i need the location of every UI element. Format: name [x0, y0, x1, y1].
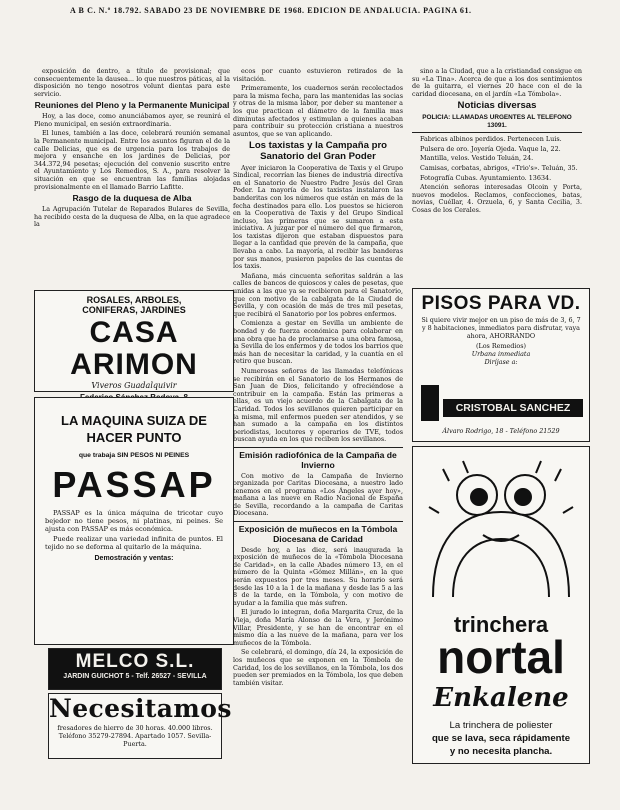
paragraph: Primeramente, los cuadernos serán recolectados para la misma fecha, para las mantenidas las socias y otras de la misma labor, por deber su mantener a los que practican el diámetro de la familia mas diminutas afectados y estimulan a quienes acaban para contribuir su protección cristiana a nuestros asuntos, que se van aplicando.	[233, 84, 403, 138]
headline-emision: Emisión radiofónica de la Campaña de Invierno	[239, 449, 397, 470]
page-header: A B C. N.º 18.792. SABADO 23 DE NOVIEMBRE DE 1968. EDICION DE ANDALUCIA. PAGINA 61.	[70, 6, 472, 15]
ad-label: Urbana inmediata	[471, 350, 531, 359]
divider	[412, 132, 582, 133]
ad-line: ROSALES, ARBOLES,	[86, 295, 182, 305]
ad-arimon	[34, 290, 234, 392]
ad-tagline: y no necesita plancha.	[449, 746, 553, 757]
ad-address: JARDIN GUICHOT 5 - Telf. 26527 - SEVILLA	[63, 673, 207, 680]
list-item: Mantilla, velos. Vestido Teluán, 24.	[420, 154, 534, 163]
headline-duquesa: Rasgo de la duquesa de Alba	[72, 193, 192, 204]
ad-title: LA MAQUINA SUIZA DE HACER PUNTO	[61, 413, 207, 445]
ad-label: Diríjase a:	[484, 358, 518, 367]
police-notice: POLICIA: LLAMADAS URGENTES AL TELEFONO 13091.	[422, 113, 572, 129]
ad-body	[35, 505, 233, 551]
brand-enkalene: Enkalene	[433, 683, 569, 713]
brand-cristobal: CRISTOBAL SANCHEZ	[443, 399, 583, 417]
paragraph: El lunes, también a las doce, celebrará reunión semanal la Permanente municipal. Entre los asuntos figuran el de la calle Delicias, que es de urgencia para los trabajos de mejora y ensanche en los jardines de Delicias, por 344.372,94 pesetas; ejecución del convenio suscrito entre el Ayuntamiento y Los Remedios, S. A., para resolver la situación en que se encuentran las familias alojadas provisionalmente en el llamado Barrio Lafitte.	[34, 129, 230, 191]
ad-melco	[48, 648, 222, 690]
ad-subtitle: Viveros Guadalquivir	[91, 381, 177, 390]
ad-necesitamos	[48, 693, 232, 759]
headline-noticias: Noticias diversas	[457, 100, 537, 112]
list-item: Atención señoras interesadas Olcoin y Porta, nuevos modelos. Reclamos, confecciones, batas, novias, Cuéllar, 4. Orzuela, 6, y Santa Cecilia, 3. Cosas de los Cerales.	[412, 183, 582, 214]
divider	[233, 447, 403, 448]
ad-nortal	[412, 446, 590, 764]
ad-address: Álvaro Rodrigo, 18 - Teléfono 21529	[442, 427, 560, 435]
paragraph: Puede realizar una variedad infinita de puntos. El tejido no se deforma al quitarlo de la máquina.	[45, 535, 223, 551]
paragraph: El jurado lo integran, doña Margarita Cruz, de la Vieja, doña María Alonso de la Vera, y Jerónimo Villar, Presidente, y se han de encontrar en el mismo día a las nueve de la mañana, para ver los muñecos de la Tómbola.	[233, 608, 403, 647]
brand-melco: MELCO S.L.	[75, 651, 195, 672]
paragraph: sino a la Ciudad, que a la cristiandad consigue en su «La Tina». Acerca de que a los dos sentimientos de la guitarra, el viernes 20 hace con el de la caridad diocesana, en el jardín «La Tómbola».	[412, 67, 582, 98]
list-item: Fabricas albinos perdidos. Pertenecen Luis.	[420, 135, 562, 144]
paragraph: Con motivo de la Campaña de Invierno organizada por Caritas Diocesana, a nuestro lado tenemos en el programa «Los Ángeles ayer hoy», mañana a las nueve en Radio Nacional de España de Sevilla, recordando a la campaña de Caritas Diocesana.	[233, 471, 403, 518]
column-3	[412, 68, 582, 283]
paragraph: Comienza a gestar en Sevilla un ambiente de bondad y de fuerza económica para colaborar en una obra que ha de proclamarse a una obra famosa, la Sevilla de los enfermos y de todos los barrios que más han de necesitar la caridad, y la cuantía en el retiro que buscan.	[233, 319, 403, 366]
paragraph: PASSAP es la única máquina de tricotar cuyo bejedor no tiene pesos, ni platinas, ni peines. Se ajusta con PASSAP es más económica.	[45, 509, 223, 533]
ad-location: (Los Remedios)	[475, 342, 527, 351]
paragraph: ecos por cuanto estuvieron retirados de la visitación.	[233, 67, 403, 83]
paragraph: La Agrupación Tutelar de Reparados Bulares de Sevilla, ha recibido cesta de la duquesa de Alba, en la que agradece la	[34, 204, 230, 229]
ad-tagline: que trabaja SIN PESOS NI PEINES	[78, 452, 190, 459]
ad-passap	[34, 397, 234, 645]
frog-illustration	[413, 447, 589, 605]
ad-title: PISOS PARA VD.	[421, 293, 581, 314]
ad-demo: Demostración y ventas:	[94, 555, 174, 562]
column-2	[233, 68, 403, 808]
headline-pleno: Reuniones del Pleno y la Permanente Municipal	[34, 100, 230, 111]
headline-taxistas: Los taxistas y la Campaña pro Sanatorio del Gran Poder	[248, 140, 388, 162]
ad-tagline: La trinchera de poliester	[449, 720, 553, 731]
ad-body: Si quiere vivir mejor en un piso de más de 3, 6, 7 y 8 habitaciones, inmediatos para disfrutar, vaya ahora, AHORRANDO	[421, 316, 581, 340]
divider	[233, 521, 403, 522]
list-item: Fotografía Cubas. Ayuntamiento. 13634.	[420, 173, 552, 182]
paragraph: Se celebrará, el domingo, día 24, la exposición de los muñecos que se exponen en la Tómbola de Caridad, los de los sevillanos, en la Tómbola, los dos pueden ser premiados en la Tómbola, los que deben también visitar.	[233, 648, 403, 687]
ad-title: Necesitamos	[49, 694, 232, 723]
paragraph: Ayer iniciaron la Cooperativa de Taxis y el Grupo Sindical, recorrían las bienes de industria directiva en el Sanatorio de Nuestro Padre Jesús del Gran Poder. La mayoría de los taxistas instalaron las banderitas con los números que están en más de la fecha destinados para ello. Los puestos se hicieron en la Cooperativa de Taxis y del Grupo Sindical incluso, las primeras que se sumaron a esta iniciativa. A juzgar por el número del que firmaron, los taxistas dijeron que estaban dispuestos para llegar a la cantidad que prevén de la campaña, que llevaba a cabo. La mayoría, al recibir las banderas por sus manos, pusieron papeles de las cuentas de los taxis.	[233, 163, 403, 271]
column-1	[34, 68, 230, 283]
list-item: Camisas, corbatas, abrigos, «Trio's». Teluán, 35.	[420, 163, 578, 172]
list-item: Pulsera de oro. Joyería Ojeda. Vaque la, 22.	[420, 144, 561, 153]
paragraph: Mañana, más cincuenta señoritas saldrán a las calles de bancos de quioscos y cales de pesetas, que unidas a las que ya se recibieron para el Sanatorio, que con motivo de la cabalgata de la Ciudad de Sevilla, y con ocasión de más de tres mil pesetas, que recibirá el Sanatorio por los pobres enfermos.	[233, 271, 403, 318]
brand-nortal: nortal	[437, 631, 565, 683]
headline-exposicion: Exposición de muñecos en la Tómbola Diocesana de Caridad	[238, 524, 398, 544]
paragraph: Hoy, a las doce, como anunciábamos ayer, se reunirá el Pleno municipal, en sesión extraordinaria.	[34, 112, 230, 128]
ad-line: CONIFERAS, JARDINES	[82, 305, 186, 315]
brand-arimon: CASA ARIMON	[70, 316, 198, 381]
article-intro: exposición de dentro, a título de provisional; que consecuentemente la dausea... lo que nuestros páticas, al la disposición no tengo nosotros volunt dientas para este servicio.	[34, 67, 230, 98]
paragraph: Desde hoy, a las diez, será inaugurada la exposición de muñecos de la «Tómbola Diocesana de Caridad», en la calle Abades número 13, en el número de la Quinta «Gómez Millán», en la que serán expuestos por tres meses. Su horario será desde las 10 a la 1 de la mañana y desde las 5 a las 8 de la tarde, en la Tómbola, y con motivo de ayudar a la familia que más sufren.	[233, 545, 403, 607]
ad-top: trinchera	[453, 612, 549, 637]
ad-pisos	[412, 288, 590, 442]
ad-tagline: que se lava, seca rápidamente	[431, 733, 571, 744]
building-icon	[421, 385, 439, 421]
ad-body: fresadores de hierro de 30 horas. 40.000 libros. Teléfono 35279-27894. Apartado 1057. Sevilla-Puerta.	[57, 724, 213, 748]
paragraph: Numerosas señoras de las llamadas telefónicas se recibirán en el Sanatorio de los Hermanos de San Juan de Dios, felicitando y ofreciéndose a contribuir en la campaña. Están las primeras a ellas, es un viejo acuerdo de la Cabalgata de la Caridad. Todos los sevillanos quieren participar en la misma, mil enfermos pueden ser atendidos, y se han sumado a la campaña en los distintos periodistas, locutores y operarios de TVE, todos buscan ayuda en los que reciben los sevillanos.	[233, 366, 403, 444]
brand-passap: PASSAP	[52, 464, 216, 505]
